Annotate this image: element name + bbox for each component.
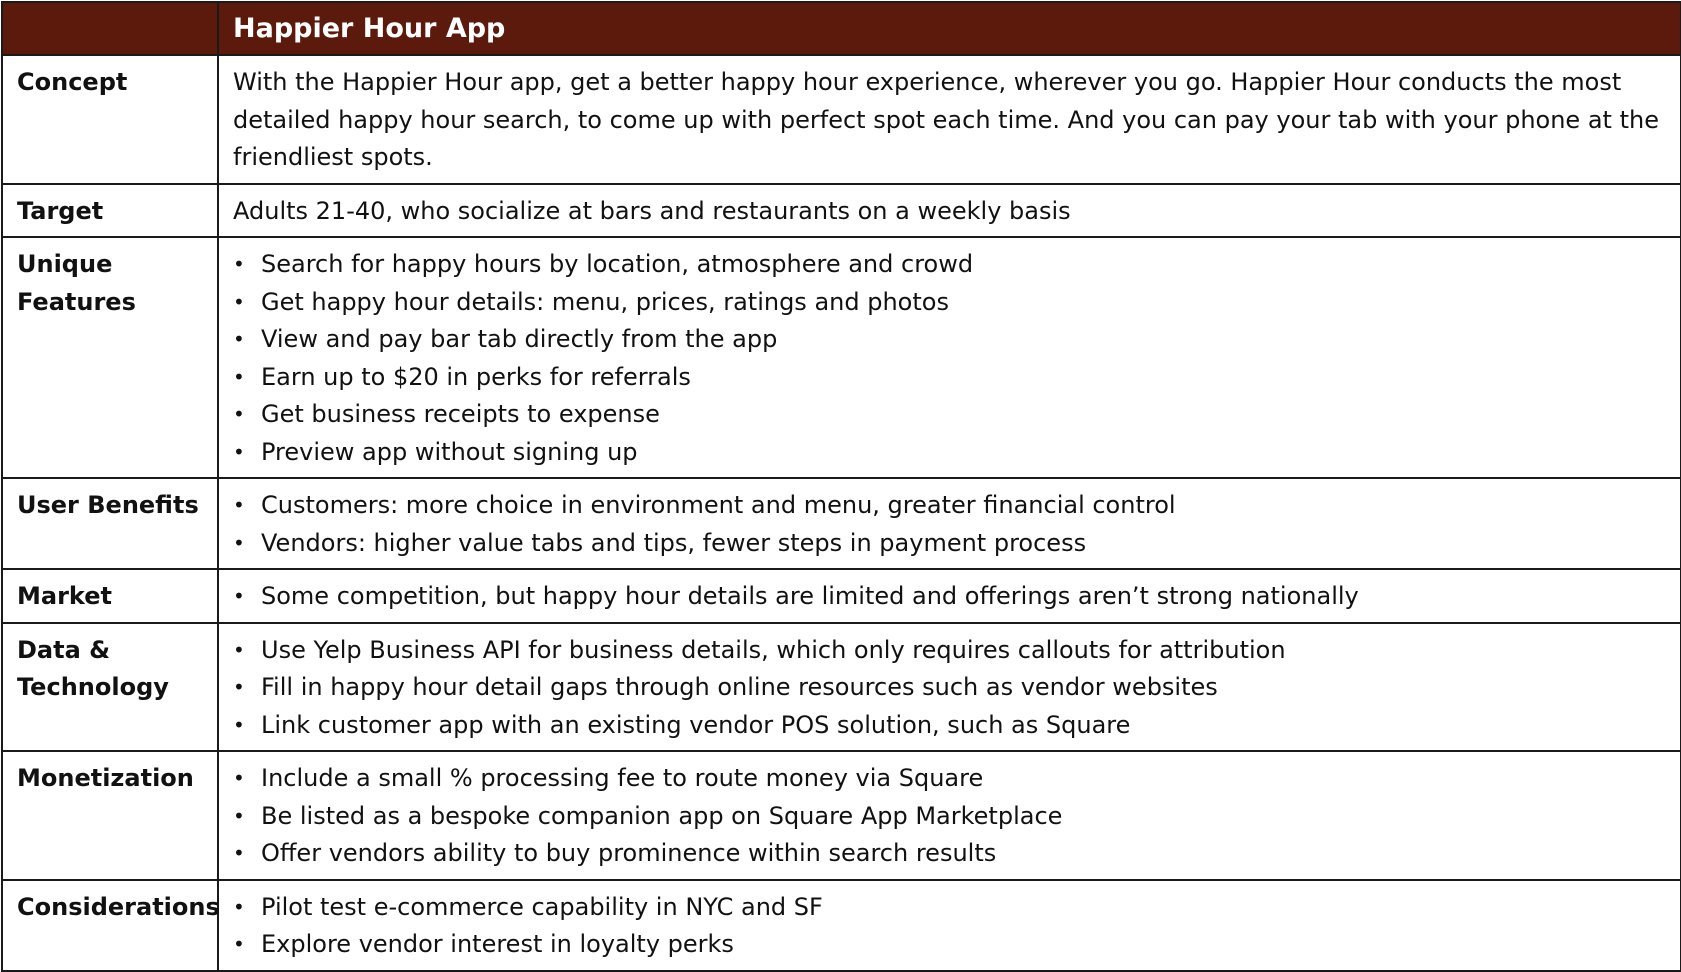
bullet-list xyxy=(219,570,1680,622)
row-label: Unique Features xyxy=(17,250,136,316)
row-market xyxy=(2,569,1681,623)
bullet-text: Some competition, but happy hour details are limited and offerings aren’t strong nationally xyxy=(261,582,1359,610)
bullet-text: Customers: more choice in environment and menu, greater financial control xyxy=(261,491,1176,519)
row-content-cell xyxy=(218,478,1681,569)
bullet-text: Vendors: higher value tabs and tips, fewer steps in payment process xyxy=(261,528,1087,557)
bullet-text: Preview app without signing up xyxy=(261,437,638,466)
bullet-text: View and pay bar tab directly from the app xyxy=(261,325,778,353)
bullet-icon: • xyxy=(233,493,245,517)
header-title-cell xyxy=(218,2,1681,55)
row-content-cell xyxy=(218,184,1681,238)
row-considerations xyxy=(2,880,1681,971)
row-label: Data & Technology xyxy=(17,635,169,701)
bullet-text: Get business receipts to expense xyxy=(261,400,660,428)
bullet-icon: • xyxy=(233,841,245,865)
list-item xyxy=(233,246,1668,284)
row-content-cell xyxy=(218,55,1681,184)
row-data-technology xyxy=(2,623,1681,752)
bullet-text: Link customer app with an existing vendor POS solution, such as Square xyxy=(261,710,1131,739)
row-monetization xyxy=(2,751,1681,880)
bullet-list xyxy=(219,752,1680,879)
row-content-cell xyxy=(218,880,1681,971)
bullet-text: Fill in happy hour detail gaps through online resources such as vendor websites xyxy=(261,673,1218,701)
table-title: Happier Hour App xyxy=(233,13,506,44)
list-item xyxy=(233,798,1668,836)
list-item xyxy=(233,669,1668,707)
bullet-icon: • xyxy=(233,675,245,699)
list-item xyxy=(233,525,1668,563)
row-label: Concept xyxy=(17,68,128,96)
bullet-icon: • xyxy=(233,530,245,555)
bullet-text: Explore vendor interest in loyalty perks xyxy=(261,930,734,958)
list-item xyxy=(233,835,1668,873)
product-brief-table xyxy=(1,1,1681,972)
bullet-text: Pilot test e-commerce capability in NYC and SF xyxy=(261,892,823,921)
concept-text: With the Happier Hour app, get a better happy hour experience, wherever you go. Happier Hour conducts the most detailed happy hour search, to come up with perfect spot each time. And you can pay your tab with your phone at the friendliest spots. xyxy=(233,68,1659,171)
row-label-cell xyxy=(2,237,218,478)
bullet-text: Include a small % processing fee to route money via Square xyxy=(261,764,984,792)
bullet-icon: • xyxy=(233,637,245,662)
row-label-cell xyxy=(2,880,218,971)
bullet-list xyxy=(219,624,1680,751)
bullet-icon: • xyxy=(233,327,245,351)
row-label-cell xyxy=(2,751,218,880)
list-item xyxy=(233,396,1668,434)
bullet-text: Be listed as a bespoke companion app on Square App Marketplace xyxy=(261,801,1063,830)
list-item xyxy=(233,889,1668,927)
bullet-icon: • xyxy=(233,252,245,276)
row-content-cell xyxy=(218,569,1681,623)
bullet-icon: • xyxy=(233,932,245,956)
bullet-text: Use Yelp Business API for business details, which only requires callouts for attribution xyxy=(261,635,1286,664)
row-label: User Benefits xyxy=(17,491,199,519)
bullet-icon: • xyxy=(233,289,245,314)
bullet-icon: • xyxy=(233,364,245,389)
list-item xyxy=(233,926,1668,964)
bullet-list xyxy=(219,881,1680,970)
bullet-icon: • xyxy=(233,584,245,608)
row-label: Market xyxy=(17,582,112,610)
bullet-text: Earn up to $20 in perks for referrals xyxy=(261,362,691,391)
row-label: Monetization xyxy=(17,764,194,792)
bullet-icon: • xyxy=(233,803,245,828)
list-item xyxy=(233,434,1668,472)
list-item xyxy=(233,321,1668,359)
row-content-cell xyxy=(218,623,1681,752)
list-item xyxy=(233,760,1668,798)
row-label-cell xyxy=(2,569,218,623)
header-corner-cell xyxy=(2,2,218,55)
bullet-icon: • xyxy=(233,712,245,737)
row-label-cell xyxy=(2,55,218,184)
bullet-text: Get happy hour details: menu, prices, ratings and photos xyxy=(261,287,949,316)
list-item xyxy=(233,578,1668,616)
product-brief-body xyxy=(2,2,1681,971)
row-label-cell xyxy=(2,478,218,569)
bullet-list xyxy=(219,479,1680,568)
row-label: Considerations xyxy=(17,892,220,921)
list-item xyxy=(233,707,1668,745)
row-content-cell xyxy=(218,237,1681,478)
row-label-cell xyxy=(2,623,218,752)
target-text: Adults 21-40, who socialize at bars and restaurants on a weekly basis xyxy=(233,196,1071,225)
row-label: Target xyxy=(17,196,104,225)
table-header-row xyxy=(2,2,1681,55)
list-item xyxy=(233,284,1668,322)
bullet-text: Search for happy hours by location, atmosphere and crowd xyxy=(261,250,974,278)
bullet-icon: • xyxy=(233,402,245,426)
list-item xyxy=(233,632,1668,670)
bullet-icon: • xyxy=(233,894,245,919)
row-concept xyxy=(2,55,1681,184)
bullet-icon: • xyxy=(233,766,245,790)
row-label-cell xyxy=(2,184,218,238)
bullet-text: Offer vendors ability to buy prominence within search results xyxy=(261,839,997,867)
bullet-list xyxy=(219,238,1680,477)
row-content-cell xyxy=(218,751,1681,880)
list-item xyxy=(233,487,1668,525)
row-target xyxy=(2,184,1681,238)
row-unique-features xyxy=(2,237,1681,478)
list-item xyxy=(233,359,1668,397)
row-user-benefits xyxy=(2,478,1681,569)
bullet-icon: • xyxy=(233,439,245,464)
